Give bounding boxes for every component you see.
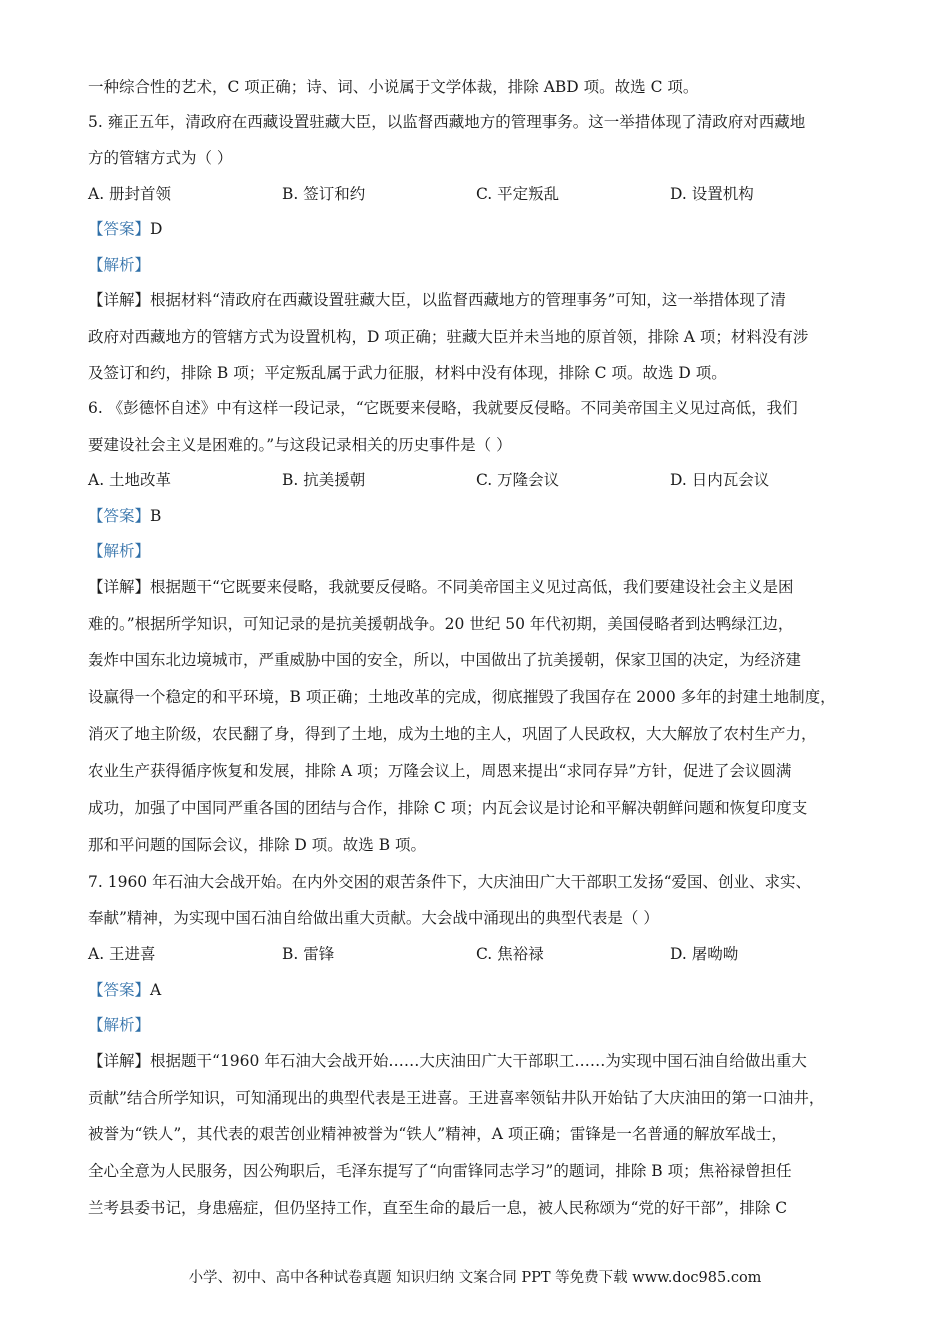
question-7-stem-cont: 奉献”精神，为实现中国石油自给做出重大贡献。大会战中涌现出的典型代表是（ ） — [88, 909, 659, 927]
detail-text: 成功，加强了中国同严重各国的团结与合作，排除 C 项；内瓦会议是讨论和平解决朝鲜问题和恢复印度支 — [88, 799, 808, 817]
analysis-line — [88, 540, 150, 562]
question-5-stem: 5. 雍正五年，清政府在西藏设置驻藏大臣，以监督西藏地方的管理事务。这一举措体现了清政府对西藏地 — [88, 113, 806, 131]
option-c: C. 平定叛乱 — [476, 185, 560, 203]
detail-text: 消灭了地主阶级，农民翻了身，得到了土地，成为土地的主人，巩固了人民政权，大大解放了农村生产力， — [88, 725, 817, 743]
text-line: 一种综合性的艺术，C 项正确；诗、词、小说属于文学体裁，排除 ABD 项。故选 C 项。 — [88, 78, 699, 96]
question-7-stem: 7. 1960 年石油大会战开始。在内外交困的艰苦条件下，大庆油田广大干部职工发扬“爱国、创业、求实、 — [88, 873, 812, 891]
detail-text: 轰炸中国东北边境城市，严重威胁中国的安全，所以，中国做出了抗美援朝，保家卫国的决定，为经济建 — [88, 651, 802, 669]
detail-text: 及签订和约，排除 B 项；平定叛乱属于武力征服，材料中没有体现，排除 C 项。故选 D 项。 — [88, 364, 727, 382]
detail-tag: 【详解】 — [88, 291, 151, 309]
detail-text: 兰考县委书记，身患癌症，但仍坚持工作，直至生命的最后一息，被人民称颂为“党的好干部”，排除 C — [88, 1199, 788, 1217]
answer-line — [88, 505, 161, 527]
answer-line — [88, 979, 161, 1001]
detail-text: 农业生产获得循序恢复和发展，排除 A 项；万隆会议上，周恩来提出“求同存异”方针，促进了会议圆满 — [88, 762, 792, 780]
detail-text: 政府对西藏地方的管辖方式为设置机构，D 项正确；驻藏大臣并未当地的原首领，排除 A 项；材料没有涉 — [88, 328, 809, 346]
answer-tag: 【答案】 — [88, 507, 151, 525]
option-b: B. 签订和约 — [282, 185, 366, 203]
question-7-options — [88, 943, 868, 965]
analysis-line — [88, 1014, 150, 1036]
answer-value: D — [150, 220, 163, 238]
option-b: B. 雷锋 — [282, 945, 335, 963]
option-d: D. 设置机构 — [670, 185, 754, 203]
answer-tag: 【答案】 — [88, 981, 151, 999]
option-a: A. 王进喜 — [88, 945, 156, 963]
detail-line — [88, 1050, 807, 1072]
analysis-tag: 【解析】 — [88, 1016, 151, 1034]
option-d: D. 屠呦呦 — [670, 945, 739, 963]
question-6-stem: 6. 《彭德怀自述》中有这样一段记录，“它既要来侵略，我就要反侵略。不同美帝国主义见过高低，我们 — [88, 399, 798, 417]
option-a: A. 册封首领 — [88, 185, 172, 203]
detail-text: 设赢得一个稳定的和平环境，B 项正确；土地改革的完成，彻底摧毁了我国存在 2000 多年的封建土地制度， — [88, 688, 836, 706]
detail-line — [88, 576, 793, 598]
question-6-stem-cont: 要建设社会主义是困难的。”与这段记录相关的历史事件是（ ） — [88, 436, 512, 454]
answer-tag: 【答案】 — [88, 220, 151, 238]
detail-text: 难的。”根据所学知识，可知记录的是抗美援朝战争。20 世纪 50 年代初期，美国侵略者到达鸭绿江边， — [88, 615, 794, 633]
option-b: B. 抗美援朝 — [282, 471, 366, 489]
option-a: A. 土地改革 — [88, 471, 172, 489]
option-c: C. 焦裕禄 — [476, 945, 544, 963]
detail-text: 根据题干“1960 年石油大会战开始……大庆油田广大干部职工……为实现中国石油自给做出重大 — [150, 1052, 807, 1070]
answer-value: A — [150, 981, 162, 999]
question-5-options — [88, 183, 868, 205]
analysis-line — [88, 254, 150, 276]
answer-line — [88, 218, 162, 240]
answer-value: B — [150, 507, 162, 525]
option-d: D. 日内瓦会议 — [670, 471, 770, 489]
detail-line — [88, 289, 786, 311]
question-6-options — [88, 469, 868, 491]
detail-text: 被誉为“铁人”，其代表的艰苦创业精神被誉为“铁人”精神，A 项正确；雷锋是一名普通的解放军战士， — [88, 1125, 787, 1143]
detail-text: 根据题干“它既要来侵略，我就要反侵略。不同美帝国主义见过高低，我们要建设社会主义是困 — [150, 578, 794, 596]
detail-text: 那和平问题的国际会议，排除 D 项。故选 B 项。 — [88, 836, 427, 854]
detail-text: 根据材料“清政府在西藏设置驻藏大臣，以监督西藏地方的管理事务”可知，这一举措体现了清 — [150, 291, 786, 309]
analysis-tag: 【解析】 — [88, 256, 151, 274]
option-c: C. 万隆会议 — [476, 471, 560, 489]
detail-text: 贡献”结合所学知识，可知涌现出的典型代表是王进喜。王进喜率领钻井队开始钻了大庆油田的第一口油井， — [88, 1089, 825, 1107]
page-footer: 小学、初中、高中各种试卷真题 知识归纳 文案合同 PPT 等免费下载 www.doc985.com — [188, 1270, 762, 1286]
detail-text: 全心全意为人民服务，因公殉职后，毛泽东提写了“向雷锋同志学习”的题词，排除 B 项；焦裕禄曾担任 — [88, 1162, 792, 1180]
analysis-tag: 【解析】 — [88, 542, 151, 560]
detail-tag: 【详解】 — [88, 1052, 151, 1070]
detail-tag: 【详解】 — [88, 578, 151, 596]
question-5-stem-cont: 方的管辖方式为（ ） — [88, 149, 233, 167]
